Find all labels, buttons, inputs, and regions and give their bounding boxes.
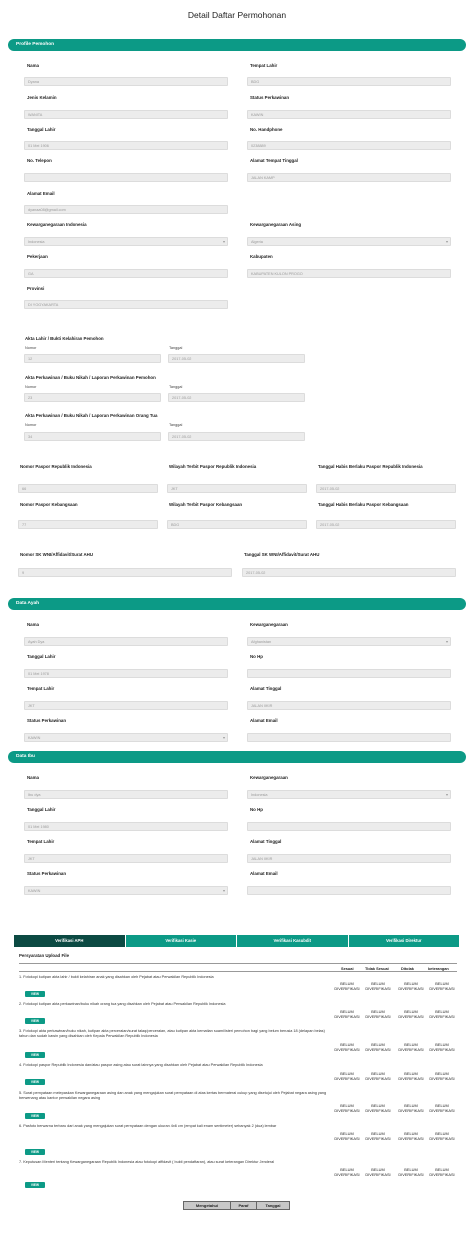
divider (19, 971, 457, 972)
email-label: Alamat Email (27, 191, 55, 196)
ayah-status-select[interactable]: KAWIN ▾ (24, 733, 228, 742)
doc-7-keterangan-status: BELUM DIVERIFIKASI (429, 1167, 455, 1177)
kabupaten-label: Kabupaten (250, 254, 273, 259)
kw-asing-select[interactable]: Algeria ▾ (247, 237, 451, 246)
kw-asing-label: Kewarganegaraan Asing (250, 222, 302, 227)
ibu-email-field[interactable] (247, 886, 451, 895)
doc-7-view-button[interactable]: VIEW (25, 1182, 45, 1188)
ibu-hp-label: No Hp (250, 807, 263, 812)
tab-verifikasi-kasie[interactable]: Verifikasi Kasie (126, 935, 238, 947)
email-field[interactable]: dyanaa08@gmail.com (24, 205, 228, 214)
doc-6-ditolak-status: BELUM DIVERIFIKASI (398, 1131, 424, 1141)
doc-7-tidak-sesuai-status: BELUM DIVERIFIKASI (365, 1167, 391, 1177)
no-telepon-field[interactable] (24, 173, 228, 182)
alamat-tinggal-label: Alamat Tempat Tinggal (250, 158, 298, 163)
paspor-ri-nomor-field[interactable]: 66 (18, 484, 158, 493)
doc-1-view-button[interactable]: VIEW (25, 991, 45, 997)
ibu-tgl-field[interactable]: 01 Mei 1980 (24, 822, 228, 831)
akta-lahir-tanggal-field[interactable]: 2017-05-02 (168, 354, 305, 363)
ayah-kw-select[interactable]: Afghanistan ▾ (247, 637, 451, 646)
col-keterangan: keterangan (428, 966, 449, 971)
akta-perkawinan-ortu-nomor-label: Nomor (25, 423, 37, 427)
doc-4-text: 4. Fotokopi paspor Republik Indonesia dan/atau paspor asing atau surat lainnya yang disahkan oleh Pejabat atau Perwakilan Republik Indonesia (19, 1063, 263, 1067)
ibu-nama-label: Nama (27, 775, 39, 780)
ibu-email-label: Alamat Email (250, 871, 278, 876)
ayah-kw-label: Kewarganegaraan (250, 622, 288, 627)
paspor-kb-tanggal-label: Tanggal Habis Berlaku Paspor Kebangsaan (318, 502, 409, 507)
doc-3-ditolak-status: BELUM DIVERIFIKASI (398, 1042, 424, 1052)
ayah-tempat-field[interactable]: JKT (24, 701, 228, 710)
tempat-lahir-label: Tempat Lahir (250, 63, 278, 68)
doc-7-sesuai-status: BELUM DIVERIFIKASI (334, 1167, 360, 1177)
ayah-nama-label: Nama (27, 622, 39, 627)
ayah-tempat-label: Tempat Lahir (27, 686, 55, 691)
nama-field[interactable]: Dyana (24, 77, 228, 86)
akta-perkawinan-pemohon-label: Akta Perkawinan / Buku Nikah / Laporan Perkawinan Pemohon (25, 375, 156, 380)
pekerjaan-label: Pekerjaan (27, 254, 48, 259)
ibu-status-label: Status Perkawinan (27, 871, 67, 876)
doc-4-keterangan-status: BELUM DIVERIFIKASI (429, 1071, 455, 1081)
pekerjaan-field[interactable]: GA (24, 269, 228, 278)
ibu-kw-select[interactable]: Indonesia ▾ (247, 790, 451, 799)
paspor-kb-wilayah-field[interactable]: BDG (167, 520, 307, 529)
doc-4-tidak-sesuai-status: BELUM DIVERIFIKASI (365, 1071, 391, 1081)
paspor-kb-tanggal-field[interactable]: 2017-05-02 (316, 520, 456, 529)
doc-6-keterangan-status: BELUM DIVERIFIKASI (429, 1131, 455, 1141)
verification-tabs (14, 935, 460, 947)
akta-perkawinan-ortu-tanggal-label: Tanggal (169, 423, 183, 427)
ibu-status-select[interactable]: KAWIN ▾ (24, 886, 228, 895)
doc-3-text: 3. Fotokopi akta perkawinan/buku nikah, kutipan akta perceraian/surat talaq/perceraian, atau kutipan akta kematian suami/isteri pemohon bagi yang belum berusia 18 (delapan belas) tahun dan sudah kawin yang disahkan oleh Kepala Perwakilan Republik Indonesia (19, 1029, 325, 1038)
ayah-tgl-label: Tanggal Lahir (27, 654, 56, 659)
doc-2-keterangan-status: BELUM DIVERIFIKASI (429, 1009, 455, 1019)
akta-perkawinan-ortu-label: Akta Perkawinan / Buku Nikah / Laporan Perkawinan Orang Tua (25, 413, 158, 418)
doc-5-ditolak-status: BELUM DIVERIFIKASI (398, 1103, 424, 1113)
no-handphone-field[interactable]: 0238889 (247, 141, 451, 150)
doc-7-ditolak-status: BELUM DIVERIFIKASI (398, 1167, 424, 1177)
sk-nomor-label: Nomor SK WNI/Affidavit/Surat AHU (20, 552, 94, 557)
doc-4-view-button[interactable]: VIEW (25, 1079, 45, 1085)
col-tidak-sesuai: Tidak Sesuai (365, 966, 389, 971)
alamat-tinggal-field[interactable]: JALAN KAMP (247, 173, 451, 182)
doc-2-text: 2. Fotokopi kutipan akta perkawinan/buku nikah orang tua yang disahkan oleh Pejabat atau Perwakilan Republik Indonesia (19, 1002, 226, 1006)
col-sesuai: Sesuai (341, 966, 354, 971)
status-perkawinan-field[interactable]: KAWIN (247, 110, 451, 119)
doc-2-tidak-sesuai-status: BELUM DIVERIFIKASI (365, 1009, 391, 1019)
doc-1-tidak-sesuai-status: BELUM DIVERIFIKASI (365, 981, 391, 991)
kw-indonesia-select[interactable]: Indonesia ▾ (24, 237, 228, 246)
tab-verifikasi-kasubdit[interactable]: Verifikasi Kasubdit (237, 935, 349, 947)
doc-5-sesuai-status: BELUM DIVERIFIKASI (334, 1103, 360, 1113)
ayah-nama-field[interactable]: Ayah Dya (24, 637, 228, 646)
signature-paraf: Paraf (231, 1202, 257, 1209)
jenis-kelamin-field[interactable]: WANITA (24, 110, 228, 119)
paspor-kb-nomor-field[interactable]: 77 (18, 520, 158, 529)
doc-5-text: 5. Surat pernyataan melepaskan Kewarganegaraan asing dan anak yang mengajukan surat pernyataan di atas kertas bermaterai cukup yang disetujui oleh Pejabat negara asing yang berwenang atau kantor perwakilan negara asing (19, 1091, 327, 1100)
section-profile-header: Profile Pemohon (8, 39, 466, 51)
doc-1-ditolak-status: BELUM DIVERIFIKASI (398, 981, 424, 991)
paspor-ri-wilayah-field[interactable]: JKT (167, 484, 307, 493)
doc-6-text: 6. Pasfoto berwarna terbaru dari anak yang mengajukan surat pernyataan dengan ukuran 4x6 cm (empat kali enam sentimeter) sebanyak 2 (dua) lembar (19, 1124, 277, 1128)
signature-mengetahui: Mengetahui (184, 1202, 231, 1209)
tab-verifikasi-direktur[interactable]: Verifikasi Direktur (349, 935, 461, 947)
provinsi-field[interactable]: DI YOGYAKARTA (24, 300, 228, 309)
doc-1-text: 1. Fotokopi kutipan akta lahir / bukti kelahiran anak yang disahkan oleh Pejabat atau Perwakilan Republik Indonesia (19, 975, 214, 979)
jenis-kelamin-label: Jenis Kelamin (27, 95, 57, 100)
ayah-email-field[interactable] (247, 733, 451, 742)
kabupaten-field[interactable]: KABUPATEN KULON PROGO (247, 269, 451, 278)
doc-3-tidak-sesuai-status: BELUM DIVERIFIKASI (365, 1042, 391, 1052)
doc-1-keterangan-status: BELUM DIVERIFIKASI (429, 981, 455, 991)
akta-lahir-tanggal-label: Tanggal (169, 346, 183, 350)
ayah-tgl-field[interactable]: 01 Mei 1978 (24, 669, 228, 678)
akta-perkawinan-pemohon-tanggal-label: Tanggal (169, 385, 183, 389)
doc-6-sesuai-status: BELUM DIVERIFIKASI (334, 1131, 360, 1141)
doc-5-view-button[interactable]: VIEW (25, 1113, 45, 1119)
status-perkawinan-label: Status Perkawinan (250, 95, 290, 100)
tab-verifikasi-aph[interactable]: Verifikasi APH (14, 935, 126, 947)
akta-perkawinan-pemohon-nomor-label: Nomor (25, 385, 37, 389)
ibu-hp-field[interactable] (247, 822, 451, 831)
ayah-alamat-field[interactable]: JALAN IIKIR (247, 701, 451, 710)
col-ditolak: Ditolak (401, 966, 414, 971)
section-ayah-header: Data Ayah (8, 598, 466, 610)
paspor-ri-tanggal-field[interactable]: 2017-05-02 (316, 484, 456, 493)
doc-3-keterangan-status: BELUM DIVERIFIKASI (429, 1042, 455, 1052)
signature-table (183, 1201, 290, 1210)
paspor-ri-nomor-label: Nomor Paspor Republik Indonesia (20, 464, 92, 469)
section-ibu-header: Data Ibu (8, 751, 466, 763)
tanggal-lahir-label: Tanggal Lahir (27, 127, 56, 132)
doc-2-view-button[interactable]: VIEW (25, 1018, 45, 1024)
ayah-hp-label: No Hp (250, 654, 263, 659)
sk-tanggal-label: Tanggal SK WNI/Affidavit/Surat AHU (244, 552, 320, 557)
ayah-email-label: Alamat Email (250, 718, 278, 723)
paspor-kb-nomor-label: Nomor Paspor Kebangsaan (20, 502, 78, 507)
doc-5-keterangan-status: BELUM DIVERIFIKASI (429, 1103, 455, 1113)
doc-4-ditolak-status: BELUM DIVERIFIKASI (398, 1071, 424, 1081)
kw-indonesia-label: Kewarganegaraan Indonesia (27, 222, 87, 227)
akta-perkawinan-ortu-tanggal-field[interactable]: 2017-05-02 (168, 432, 305, 441)
ibu-alamat-field[interactable]: JALAN IIKIR (247, 854, 451, 863)
doc-7-text: 7. Keputusan Menteri tentang Kewarganegaraan Republik Indonesia atau fotokopi affidavit ( bukti pendaftaran), atau surat keterangan Direktur Jenderal (19, 1160, 275, 1164)
ayah-status-label: Status Perkawinan (27, 718, 67, 723)
provinsi-label: Provinsi (27, 286, 45, 291)
upload-title: Persyaratan Upload File (19, 953, 70, 958)
ibu-nama-field[interactable]: Ibu dya (24, 790, 228, 799)
doc-2-sesuai-status: BELUM DIVERIFIKASI (334, 1009, 360, 1019)
ibu-kw-label: Kewarganegaraan (250, 775, 288, 780)
ibu-tgl-label: Tanggal Lahir (27, 807, 56, 812)
doc-2-ditolak-status: BELUM DIVERIFIKASI (398, 1009, 424, 1019)
doc-4-sesuai-status: BELUM DIVERIFIKASI (334, 1071, 360, 1081)
doc-3-view-button[interactable]: VIEW (25, 1052, 45, 1058)
doc-6-tidak-sesuai-status: BELUM DIVERIFIKASI (365, 1131, 391, 1141)
no-telepon-label: No. Telepon (27, 158, 52, 163)
tempat-lahir-field[interactable]: BDG (247, 77, 451, 86)
sk-nomor-field[interactable]: 9 (18, 568, 232, 577)
akta-perkawinan-pemohon-nomor-field[interactable]: 23 (24, 393, 161, 402)
page-title: Detail Daftar Permohonan (187, 10, 287, 20)
akta-lahir-nomor-field[interactable]: 12 (24, 354, 161, 363)
paspor-ri-tanggal-label: Tanggal Habis Berlaku Paspor Republik Indonesia (318, 464, 423, 469)
ayah-alamat-label: Alamat Tinggal (250, 686, 282, 691)
doc-5-tidak-sesuai-status: BELUM DIVERIFIKASI (365, 1103, 391, 1113)
akta-lahir-label: Akta Lahir / Bukti Kelahiran Pemohon (25, 336, 104, 341)
sk-tanggal-field[interactable]: 2017-05-02 (242, 568, 456, 577)
no-handphone-label: No. Handphone (250, 127, 283, 132)
doc-3-sesuai-status: BELUM DIVERIFIKASI (334, 1042, 360, 1052)
signature-tanggal: Tanggal (257, 1202, 289, 1209)
paspor-ri-wilayah-label: Wilayah Terbit Paspor Republik Indonesia (169, 464, 257, 469)
doc-6-view-button[interactable]: VIEW (25, 1149, 45, 1155)
ibu-alamat-label: Alamat Tinggal (250, 839, 282, 844)
paspor-kb-wilayah-label: Wilayah Terbit Paspor Kebangsaan (169, 502, 243, 507)
tanggal-lahir-field[interactable]: 01 Mei 1906 (24, 141, 228, 150)
akta-perkawinan-pemohon-tanggal-field[interactable]: 2017-05-02 (168, 393, 305, 402)
ibu-tempat-field[interactable]: JKT (24, 854, 228, 863)
divider (19, 963, 457, 964)
ibu-tempat-label: Tempat Lahir (27, 839, 55, 844)
akta-perkawinan-ortu-nomor-field[interactable]: 34 (24, 432, 161, 441)
doc-1-sesuai-status: BELUM DIVERIFIKASI (334, 981, 360, 991)
akta-lahir-nomor-label: Nomor (25, 346, 37, 350)
ayah-hp-field[interactable] (247, 669, 451, 678)
nama-label: Nama (27, 63, 39, 68)
